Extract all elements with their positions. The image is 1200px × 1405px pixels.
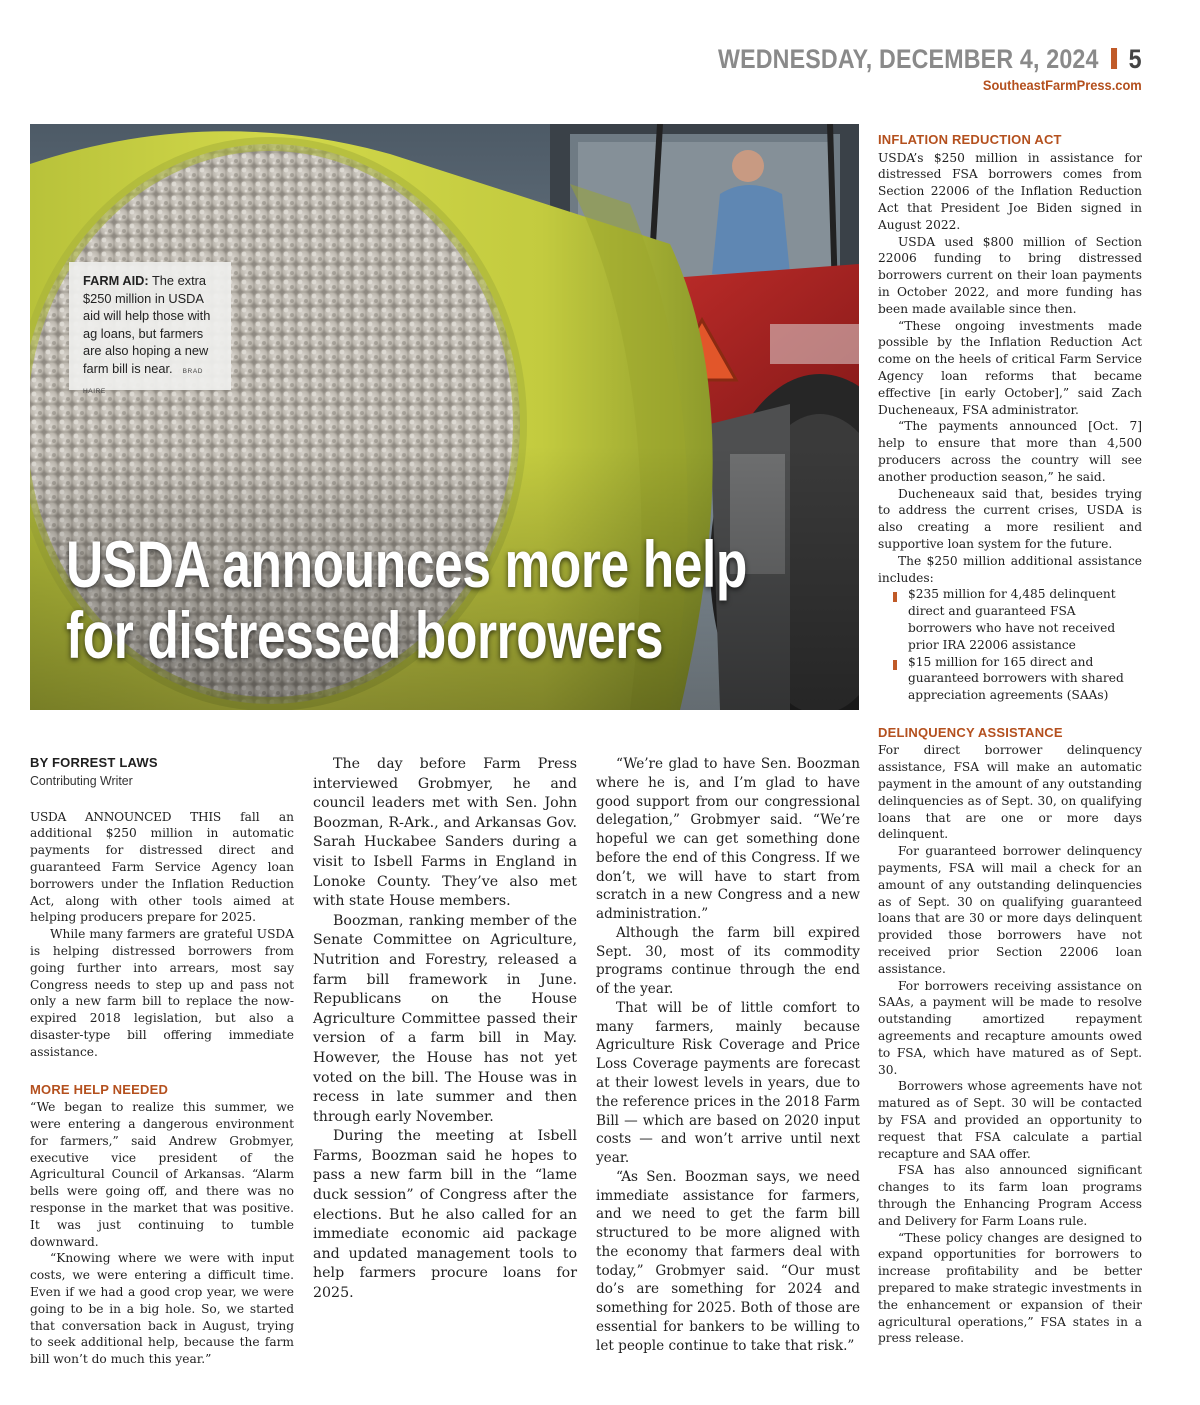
paragraph: USDA used $800 million of Section 22006 funding to bring distressed borrowers current on their loan payments in October 2022, and more funding has been made available since then. [878, 234, 1142, 316]
paragraph: “Knowing where we were with input costs, we were entering a difficult time. Even if we had a good crop year, we were going to be in a big hole. So, we started that conversation back in August, trying to seek additional help, because the farm bill won’t do much this year.” [30, 1251, 294, 1367]
paragraph: Ducheneaux said that, besides trying to address the current crises, USDA is also creating a more resilient and supportive loan system for the future. [878, 486, 1142, 551]
paragraph: USDA’s $250 million in assistance for distressed FSA borrowers comes from Section 22006 of the Inflation Reduction Act that President Joe Biden signed in August 2022. [878, 150, 1142, 232]
article-column-1 [30, 755, 294, 1368]
paragraph: For direct borrower delinquency assistance, FSA will make an automatic payment in the amount of any outstanding delinquencies as of Sept. 30, on qualifying loans that are one or more days delinquent. [878, 743, 1142, 842]
issue-date: WEDNESDAY, DECEMBER 4, 2024 [718, 44, 1099, 74]
paragraph: Boozman, ranking member of the Senate Committee on Agriculture, Nutrition and Forestry, released a farm bill framework in June. Republicans on the House Agriculture Committee passed their version of a farm bill in May. However, the House has not yet voted on the bill. The House was in recess in late summer and then through early November. [313, 912, 577, 1125]
subhead-more-help-needed: MORE HELP NEEDED [30, 1081, 169, 1097]
caption-lead: FARM AID: [83, 273, 149, 288]
paragraph: The day before Farm Press interviewed Grobmyer, he and council leaders met with Sen. John Boozman, R-Ark., and Arkansas Gov. Sarah Huckabee Sanders during a visit to Isbell Farms in England in Lonoke County. They’ve also met with state House members. [313, 756, 577, 910]
paragraph: For borrowers receiving assistance on SAAs, a payment will be made to resolve outstanding amortized repayment agreements and recapture amounts owed to FSA, which have matured as of Sept. 30. [878, 978, 1142, 1077]
paragraph: That will be of little comfort to many farmers, mainly because Agriculture Risk Coverage and Price Loss Coverage payments are forecast at their lowest levels in years, due to the reference prices in the 2018 Farm Bill — which are based on 2020 input costs — and won’t arrive until next year. [596, 999, 860, 1167]
paragraph: The $250 million additional assistance includes: [878, 553, 1142, 585]
header-divider [1111, 48, 1117, 69]
paragraph: During the meeting at Isbell Farms, Boozman said he hopes to pass a new farm bill in the “lame duck session” of Congress after the elections. But he also called for an immediate economic aid package and updated management tools to help farmers procure loans for 2025. [313, 1128, 577, 1302]
photo-credit: BRAD HAIRE [83, 367, 204, 395]
dateline [718, 44, 1142, 75]
paragraph: “The payments announced [Oct. 7] help to ensure that more than 4,500 producers across the country will see another production season,” he said. [878, 419, 1142, 484]
paragraph: While many farmers are grateful USDA is helping distressed borrowers from going further into arrears, most say Congress needs to step up and pass not only a new farm bill to replace the now-expired 2018 legislation, but also a disaster-type bill offering immediate assistance. [30, 927, 294, 1059]
photo-caption [69, 262, 231, 395]
byline-role: Contributing Writer [30, 772, 133, 788]
paragraph: “As Sen. Boozman says, we need immediate assistance for farmers, and we need to get the farm bill structured to be more aligned with the economy that farmers deal with today,” Grobmyer said. “Our must do’s are something for 2024 and something for 2025. Both of those are essential for bankers to be willing to let people continue to take that risk.” [596, 1168, 860, 1354]
site-url: SoutheastFarmPress.com [983, 77, 1142, 93]
paragraph: For guaranteed borrower delinquency payments, FSA will mail a check for an amount of any outstanding delinquencies as of Sept. 30 on qualifying guaranteed loans that are 30 or more days delinquent provided those borrowers have not received prior Section 22006 loan assistance. [878, 844, 1142, 976]
masthead [649, 44, 1142, 93]
paragraph: Although the farm bill expired Sept. 30, most of its commodity programs continue through the end of the year. [596, 924, 860, 998]
subhead-delinquency-assistance: DELINQUENCY ASSISTANCE [878, 724, 1063, 740]
paragraph: Borrowers whose agreements have not matured as of Sept. 30 will be contacted by FSA and provided an opportunity to request that FSA calculate a partial recapture and SAA offer. [878, 1079, 1142, 1161]
headline [66, 529, 827, 671]
paragraph: “These policy changes are designed to expand opportunities for borrowers to increase profitability and be better prepared to make strategic investments in the enhancement or expansion of their agricultural operations,” FSA states in a press release. [878, 1230, 1142, 1346]
headline-line-1: USDA announces more help [66, 527, 747, 601]
byline-author: BY FORREST LAWS [30, 755, 158, 770]
paragraph: “We began to realize this summer, we were entering a dangerous environment for farmers,” said Andrew Grobmyer, executive vice president of the Agricultural Council of Arkansas. “Alarm bells were going off, and there was no response in the market that was positive. It was just continuing to tumble downward. [30, 1100, 294, 1249]
paragraph: “We’re glad to have Sen. Boozman where he is, and I’m glad to have good support from our congressional delegation,” Grobmyer said. “We’re hopeful we can get something done before the end of this Congress. If we don’t, we will have to start from scratch in a new Congress and a new administration.” [596, 756, 860, 923]
paragraph: “These ongoing investments made possible by the Inflation Reduction Act come on the heels of critical Farm Service Agency loan reforms that became effective [in early October],” said Zach Ducheneaux, FSA administrator. [878, 318, 1142, 417]
article-column-2 [313, 755, 577, 1304]
headline-line-2: for distressed borrowers [66, 598, 664, 672]
lead-caps: USDA ANNOUNCED THIS [30, 809, 221, 824]
assistance-bullet-list [890, 586, 1142, 704]
page-number: 5 [1128, 44, 1142, 74]
hero-photo [30, 124, 859, 710]
caption-text: The extra $250 million in USDA aid will help those with ag loans, but farmers are also hoping a new farm bill is near. [83, 273, 211, 376]
article-column-3 [596, 755, 860, 1356]
article-column-4 [878, 130, 1142, 1347]
paragraph: USDA ANNOUNCED THIS fall an additional $250 million in automatic payments for distressed direct and guaranteed Farm Service Agency loan borrowers under the Inflation Reduction Act, along with other tools aimed at helping producers prepare for 2025. [30, 809, 294, 925]
subhead-inflation-reduction-act: INFLATION REDUCTION ACT [878, 132, 1062, 147]
list-item: $235 million for 4,485 delinquent direct and guaranteed FSA borrowers who have not received prior IRA 22006 assistance [890, 586, 1142, 653]
list-item: $15 million for 165 direct and guaranteed borrowers with shared appreciation agreements (SAAs) [890, 654, 1142, 704]
paragraph: FSA has also announced significant changes to its farm loan programs through the Enhancing Program Access and Delivery for Farm Loans rule. [878, 1163, 1142, 1228]
